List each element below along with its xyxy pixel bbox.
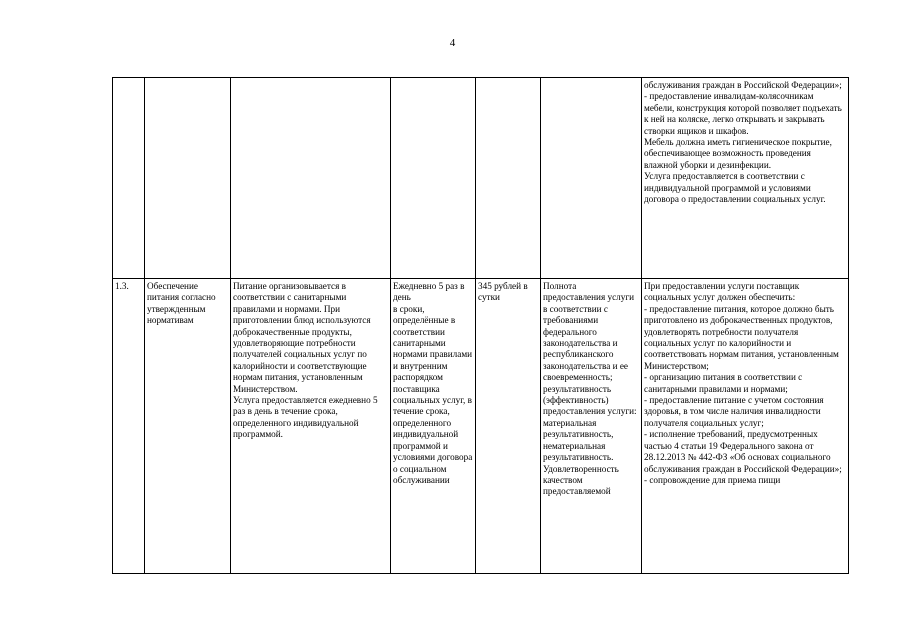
table-row: [113, 279, 849, 574]
cell-number: 1.3.: [113, 279, 145, 574]
cell-description: Питание организовывается в соответствии с санитарными правилами и нормами. При приготовлении блюд используются доброкачественные продукты, удовлетворяющие потребности получателей социальных услуг по калорийности и соответствующие нормам питания, установленным Министерством. Услуга предоставляется ежедневно 5 раз в день в течение срока, определенного индивидуальной программой.: [231, 279, 391, 574]
cell-tariff: 345 рублей в сутки: [476, 279, 541, 574]
cell-service-name: Обеспечение питания согласно утвержденным нормативам: [145, 279, 231, 574]
services-table: [112, 77, 849, 574]
cell-quality-indicators: Полнота предоставления услуги в соответствии с требованиями федерального законодательства и республиканского законодательства и ее своевременность; результативность (эффективность) предоставления услуги: материальная результативность, нематериальная результативность. Удовлетворенность качеством предоставляемой: [541, 279, 642, 574]
cell-description: [231, 78, 391, 279]
cell-conditions: обслуживания граждан в Российской Федерации»; - предоставление инвалидам-колясочникам мебели, конструкция которой позволяет подъехать к ней на коляске, легко открывать и закрывать створки ящиков и шкафов. Мебель должна иметь гигиеническое покрытие, обеспечивающее возможность проведения влажной уборки и дезинфекции. Услуга предоставляется в соответствии с индивидуальной программой и условиями договора о предоставлении социальных услуг.: [642, 78, 849, 279]
cell-service-name: [145, 78, 231, 279]
page-number: 4: [449, 37, 456, 49]
cell-conditions: При предоставлении услуги поставщик социальных услуг должен обеспечить: - предоставление питания, которое должно быть приготовлено из доброкачественных продуктов, удовлетворять потребности получателя социальных услуг по калорийности и соответствовать нормам питания, установленным Министерством; - организацию питания в соответствии с санитарными правилами и нормами; - предоставление питание с учетом состояния здоровья, в том числе наличия инвалидности получателя социальных услуг; - исполнение требований, предусмотренных частью 4 статьи 19 Федерального закона от 28.12.2013 № 442-ФЗ «Об основах социального обслуживания граждан в Российской Федерации»; - сопровождение для приема пищи: [642, 279, 849, 574]
cell-timing: [391, 78, 476, 279]
cell-tariff: [476, 78, 541, 279]
cell-number: [113, 78, 145, 279]
table-row: [113, 78, 849, 279]
cell-quality-indicators: [541, 78, 642, 279]
cell-timing: Ежедневно 5 раз в день в сроки, определённые в соответствии санитарными нормами правилами и внутренним распорядком поставщика социальных услуг, в течение срока, определенного индивидуальной программой и условиями договора о социальном обслуживании: [391, 279, 476, 574]
